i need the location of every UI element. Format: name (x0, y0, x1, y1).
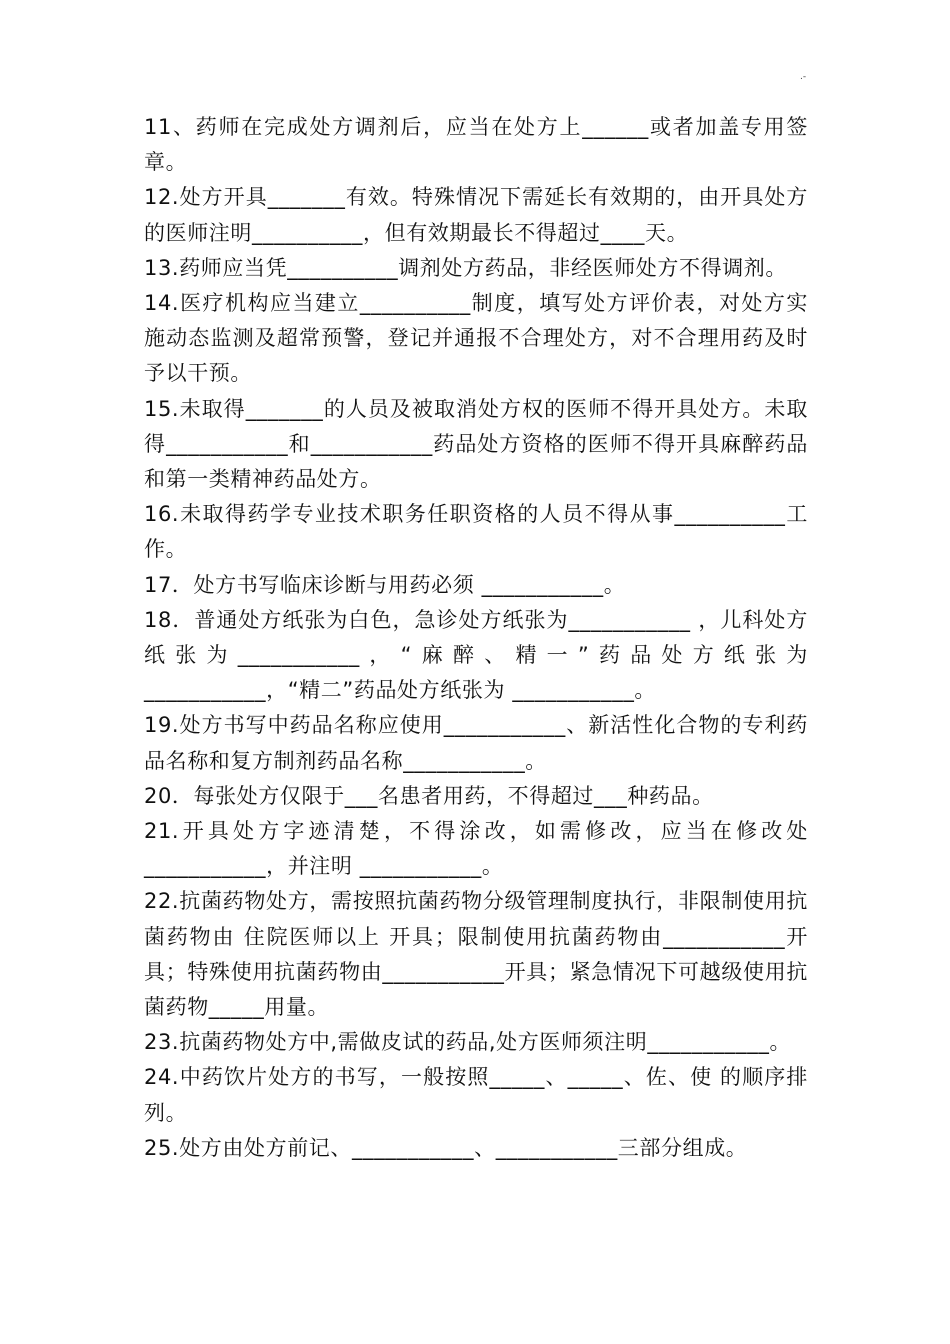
question-25: 25.处方由处方前记、___________、___________三部分组成。 (144, 1135, 748, 1160)
question-12: 12.处方开具_______有效。特殊情况下需延长有效期的，由开具处方的医师注明__________，但有效期最长不得超过____天。 (144, 185, 808, 245)
page-corner-mark: .- (800, 72, 807, 82)
question-21: 21.开具处方字迹清楚，不得涂改，如需修改，应当在修改处___________，并注明 ___________。 (144, 819, 808, 879)
question-13: 13.药师应当凭__________调剂处方药品，非经医师处方不得调剂。 (144, 255, 787, 280)
question-14: 14.医疗机构应当建立__________制度，填写处方评价表，对处方实施动态监测及超常预警，登记并通报不合理处方，对不合理用药及时予以干预。 (144, 291, 808, 386)
question-24: 24.中药饮片处方的书写，一般按照_____、_____、佐、使 的顺序排列。 (144, 1065, 808, 1125)
question-list (144, 110, 808, 1166)
question-23: 23.抗菌药物处方中,需做皮试的药品,处方医师须注明___________。 (144, 1030, 792, 1055)
question-18: 18．普通处方纸张为白色，急诊处方纸张为___________ ，儿科处方纸张为___________，“麻醉、精一”药品处方纸张为___________，“精二”药品处方纸张为 ___________。 (144, 607, 808, 703)
question-17: 17．处方书写临床诊断与用药必须 ___________。 (144, 572, 626, 597)
question-20: 20．每张处方仅限于___名患者用药，不得超过___种药品。 (144, 783, 714, 808)
question-15: 15.未取得_______的人员及被取消处方权的医师不得开具处方。未取得___________和___________药品处方资格的医师不得开具麻醉药品和第一类精神药品处方。 (144, 396, 808, 492)
question-16: 16.未取得药学专业技术职务任职资格的人员不得从事__________工作。 (144, 502, 808, 562)
question-11: 11、药师在完成处方调剂后，应当在处方上______或者加盖专用签章。 (144, 115, 808, 175)
question-22: 22.抗菌药物处方，需按照抗菌药物分级管理制度执行，非限制使用抗菌药物由 住院医师以上 开具；限制使用抗菌药物由___________开具；特殊使用抗菌药物由___________开具；紧急情况下可越级使用抗菌药物_____用量。 (144, 889, 808, 1020)
question-19: 19.处方书写中药品名称应使用___________、新活性化合物的专利药品名称和复方制剂药品名称___________。 (144, 713, 808, 773)
